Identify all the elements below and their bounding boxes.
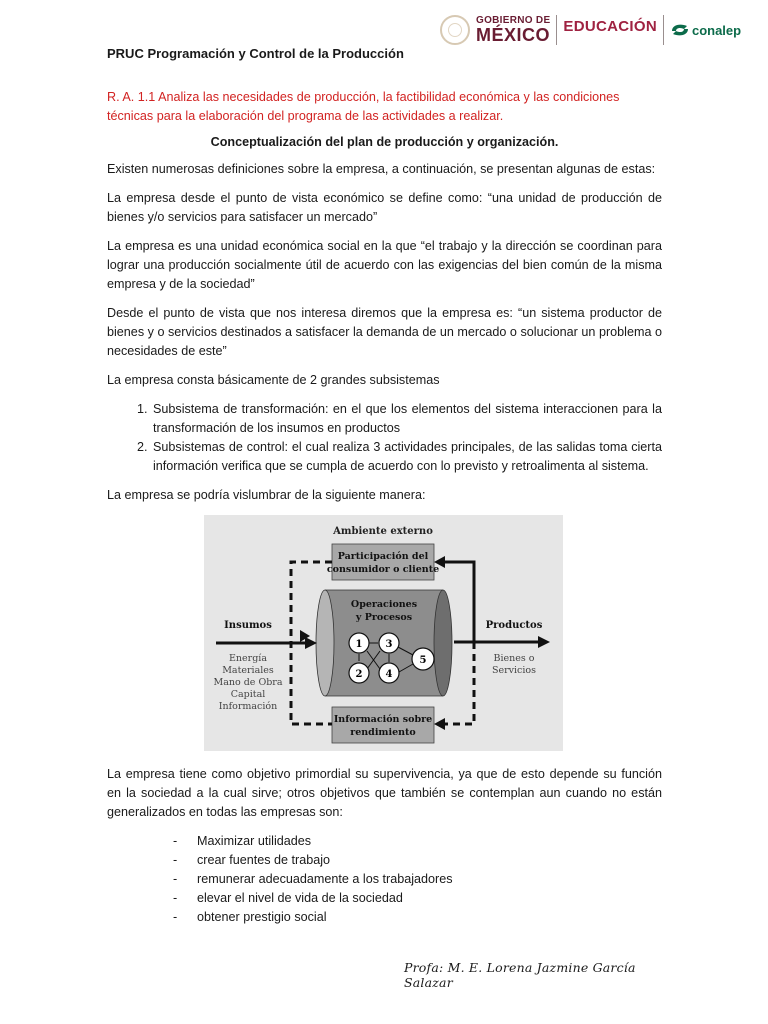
insumo-item: Información xyxy=(218,701,278,712)
process-node-3-label: 3 xyxy=(385,639,393,650)
conalep-icon xyxy=(670,22,690,38)
insumos-label: Insumos xyxy=(224,620,272,631)
subsystem-item: 2. Subsistemas de control: el cual realiza 3 actividades principales, de las salidas toma cierta información verifica que se cumpla de acuerdo con lo previsto y retroalimenta al sistema. xyxy=(151,438,662,476)
list-dash: - xyxy=(173,872,178,886)
objective-item xyxy=(173,870,662,889)
educacion-logo xyxy=(563,19,657,41)
participacion-line2: consumidor o cliente xyxy=(326,564,440,575)
logo-divider xyxy=(556,15,557,45)
learning-outcome: R. A. 1.1 Analiza las necesidades de producción, la factibilidad económica y las condiciones técnicas para la elaboración del programa de las actividades a realizar. xyxy=(107,90,620,123)
objective-item xyxy=(173,832,662,851)
process-node-4-label: 4 xyxy=(385,669,393,680)
author-signature: Profa: M. E. Lorena Jazmine García Salazar xyxy=(404,960,636,990)
operaciones-line1: Operaciones xyxy=(350,599,418,610)
gobierno-mexico-logo xyxy=(476,16,550,44)
paragraph-2: La empresa desde el punto de vista económico se define como: “una unidad de producción de bienes y/o servicios para satisfacer un mercado” xyxy=(107,191,662,224)
insumo-item: Capital xyxy=(230,689,266,700)
paragraph-7: La empresa tiene como objetivo primordial su supervivencia, ya que de esto depende su función en la sociedad a la cual sirve; otros objetivos que también se contemplan aun cuando no están generalizados en todas las empresas son: xyxy=(107,767,662,819)
process-node-2-label: 2 xyxy=(355,669,363,680)
paragraph-1: Existen numerosas definiciones sobre la empresa, a continuación, se presentan algunas de estas: xyxy=(107,162,656,176)
productos-label: Productos xyxy=(485,620,543,631)
insumos-arrow-head xyxy=(305,637,317,649)
operaciones-line2: y Procesos xyxy=(355,612,413,623)
process-node-1-label: 1 xyxy=(355,639,363,650)
gobierno-line1: GOBIERNO DE xyxy=(476,15,551,26)
producto-item: Servicios xyxy=(491,665,537,676)
paragraph-6: La empresa se podría vislumbrar de la siguiente manera: xyxy=(107,488,426,502)
educacion-text: EDUCACIÓN xyxy=(563,18,657,35)
productos-arrow-head xyxy=(538,636,550,648)
gobierno-line2: MÉXICO xyxy=(476,25,551,45)
diagram-svg xyxy=(204,515,563,751)
feedback-right-bottom-arrow xyxy=(434,718,445,730)
conalep-logo xyxy=(670,22,741,38)
list-dash: - xyxy=(173,910,178,924)
document-body xyxy=(107,46,662,927)
section-subtitle: Conceptualización del plan de producción y organización. xyxy=(210,135,559,149)
mexico-seal-icon xyxy=(440,15,470,45)
paragraph-5: La empresa consta básicamente de 2 grandes subsistemas xyxy=(107,373,440,387)
operations-cylinder-right xyxy=(434,590,452,696)
header-logos xyxy=(440,12,750,48)
informacion-line1: Información sobre xyxy=(333,714,433,725)
ambiente-label: Ambiente externo xyxy=(333,526,433,537)
list-dash: - xyxy=(173,891,178,905)
insumo-item: Energía xyxy=(229,653,267,664)
objective-text: crear fuentes de trabajo xyxy=(197,853,331,867)
objective-text: elevar el nivel de vida de la sociedad xyxy=(197,891,403,905)
insumos-list xyxy=(213,653,282,712)
process-node-5-label: 5 xyxy=(419,655,427,666)
list-dash: - xyxy=(173,834,178,848)
producto-item: Bienes o xyxy=(493,653,535,664)
list-dash: - xyxy=(173,853,178,867)
doc-title: PRUC Programación y Control de la Producción xyxy=(107,46,404,61)
participacion-line1: Participación del xyxy=(337,551,429,562)
conalep-text: conalep xyxy=(691,22,742,38)
company-system-diagram xyxy=(204,515,563,751)
objective-item xyxy=(173,851,662,870)
informacion-line2: rendimiento xyxy=(350,727,416,738)
paragraph-4: Desde el punto de vista que nos interesa diremos que la empresa es: “un sistema productor de bienes y o servicios destinados a satisfacer la demanda de un mercado o solucionar un problema o necesidades de este” xyxy=(107,306,662,358)
paragraph-3: La empresa es una unidad económica social en la que “el trabajo y la dirección se coordinan para lograr una producción socialmente útil de acuerdo con las exigencias del bien común de la misma empresa y de la sociedad” xyxy=(107,239,662,291)
insumo-item: Mano de Obra xyxy=(213,677,283,688)
educacion-subline xyxy=(563,37,657,41)
operations-cylinder-left xyxy=(316,590,334,696)
logo-divider-2 xyxy=(663,15,664,45)
objective-item xyxy=(173,908,662,927)
objective-text: Maximizar utilidades xyxy=(197,834,312,848)
insumo-item: Materiales xyxy=(222,665,274,676)
objective-item xyxy=(173,889,662,908)
subsystem-item: 1. Subsistema de transformación: en el que los elementos del sistema interaccionen para la transformación de los insumos en productos xyxy=(151,400,662,438)
objective-text: obtener prestigio social xyxy=(197,910,327,924)
subsystems-list xyxy=(151,400,662,476)
objectives-list xyxy=(173,832,662,927)
objective-text: remunerar adecuadamente a los trabajadores xyxy=(197,872,453,886)
productos-list xyxy=(492,653,536,676)
